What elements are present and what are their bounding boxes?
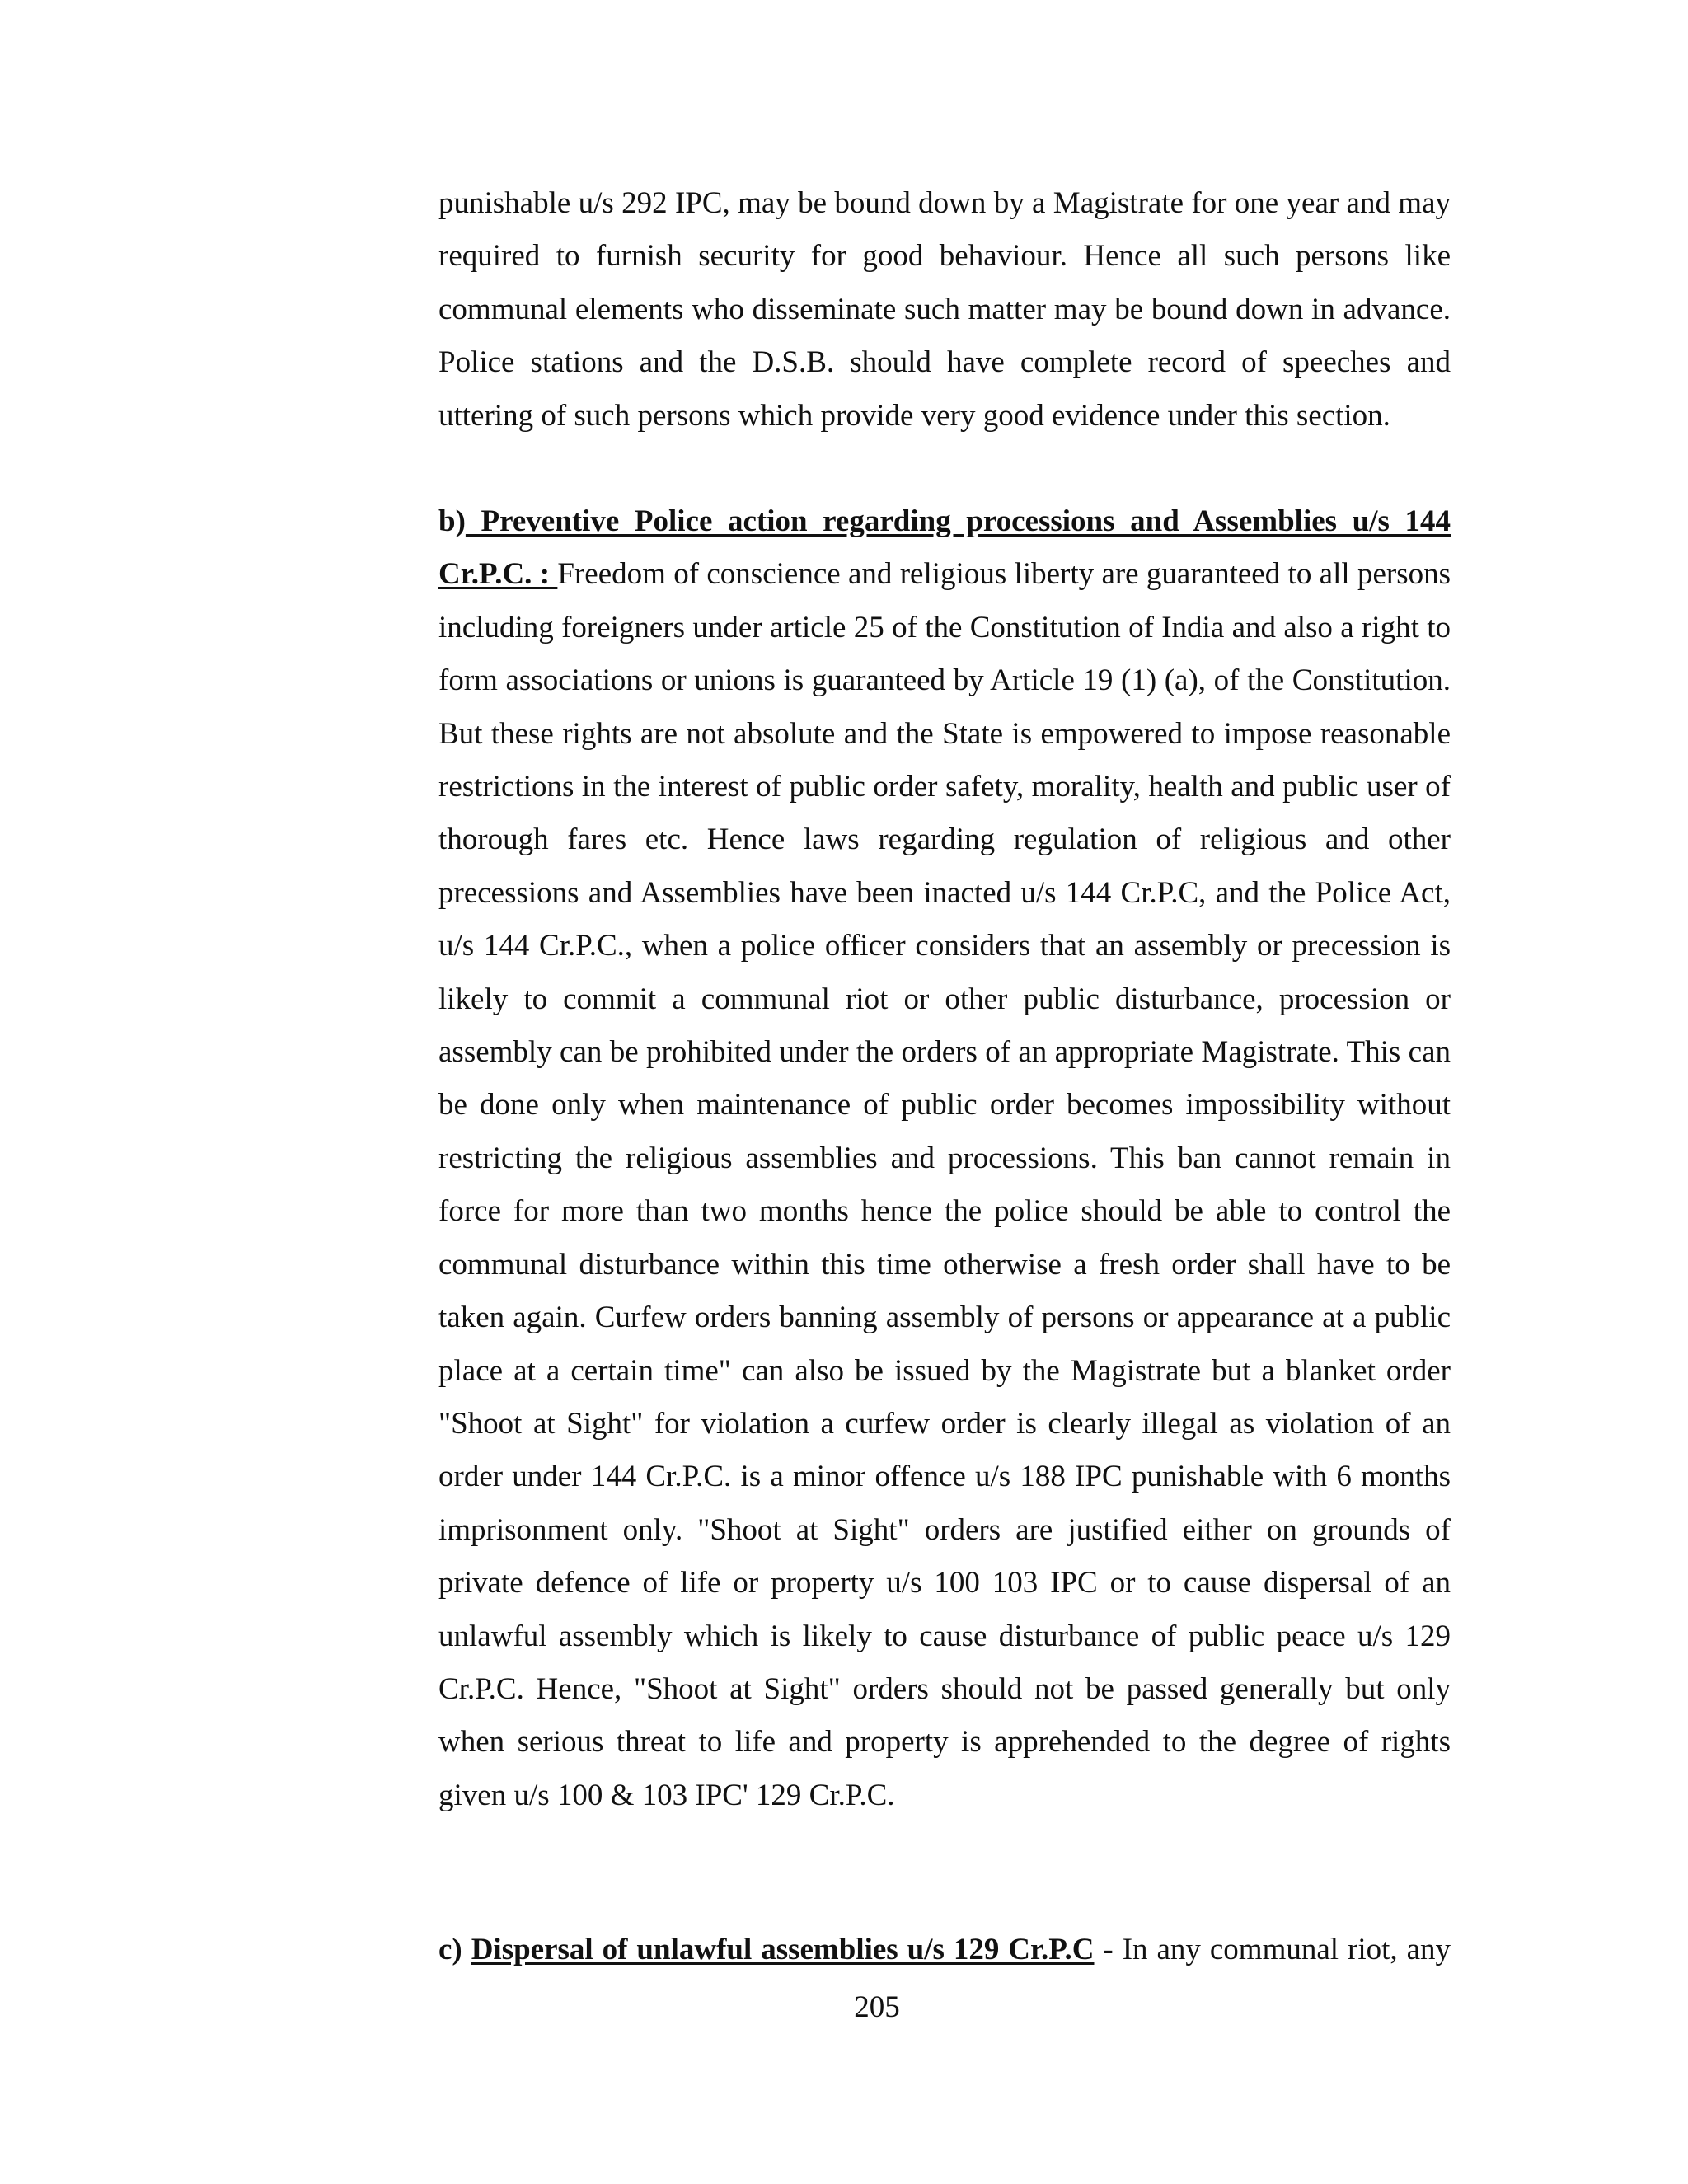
paragraph-text: Freedom of conscience and religious liberty are guaranteed to all persons including foreigners under article 25 of the Constitution of India and also a right to form associations or unions is guaranteed by Article 19 (1) (a), of the Constitution. But these rights are not absolute and the State is empowered to impose reasonable restrictions in the interest of public order safety, morality, health and public user of thorough fares etc. Hence laws regarding regulation of religious and other precessions and Assemblies have been inacted u/s 144 Cr.P.C, and the Police Act, u/s 144 Cr.P.C., when a police officer considers that an assembly or precession is likely to commit a communal riot or other public disturbance, procession or assembly can be prohibited under the orders of an appropriate Magistrate. This can be done only when maintenance of public order becomes impossibility without restricting the religious assemblies and processions. This ban cannot remain in force for more than two months hence the police should be able to control the communal disturbance within this time otherwise a fresh order shall have to be taken again. Curfew orders banning assembly of persons or appearance at a public place at a certain time" can also be issued by the Magistrate but a blanket order "Shoot at Sight" for violation a curfew order is clearly illegal as violation of an order under 144 Cr.P.C. is a minor offence u/s 188 IPC punishable with 6 months imprisonment only. "Shoot at Sight" orders are justified either on grounds of private defence of life or property u/s 100 103 IPC or to cause dispersal of an unlawful assembly which is likely to cause disturbance of public peace u/s 129 Cr.P.C. Hence, "Shoot at Sight" orders should not be passed generally but only when serious threat to life and property is apprehended to the degree of rights given u/s 100 & 103 IPC' 129 Cr.P.C. bbox=[438, 557, 1451, 1812]
paragraph-section-b bbox=[438, 495, 1451, 1822]
paragraph-section-c bbox=[438, 1924, 1451, 1976]
heading-separator: - bbox=[1094, 1933, 1123, 1966]
section-label: c) bbox=[438, 1933, 471, 1966]
paragraph-text: punishable u/s 292 IPC, may be bound down by a Magistrate for one year and may required to furnish security for good behaviour. Hence all such persons like communal elements who disseminate such matter may be bound down in advance. Police stations and the D.S.B. should have complete record of speeches and uttering of such persons which provide very good evidence under this section. bbox=[438, 186, 1451, 433]
paragraph-continuation bbox=[438, 177, 1451, 443]
paragraph-text: In any communal riot, any bbox=[1122, 1933, 1451, 1966]
section-label: b) bbox=[438, 504, 466, 538]
section-heading: Dispersal of unlawful assemblies u/s 129 Cr.P.C bbox=[471, 1933, 1095, 1966]
page-number: 205 bbox=[854, 1990, 900, 2024]
section-heading: Preventive Police action regarding processions and Assemblies u/s 144 Cr.P.C. : bbox=[438, 504, 1451, 592]
